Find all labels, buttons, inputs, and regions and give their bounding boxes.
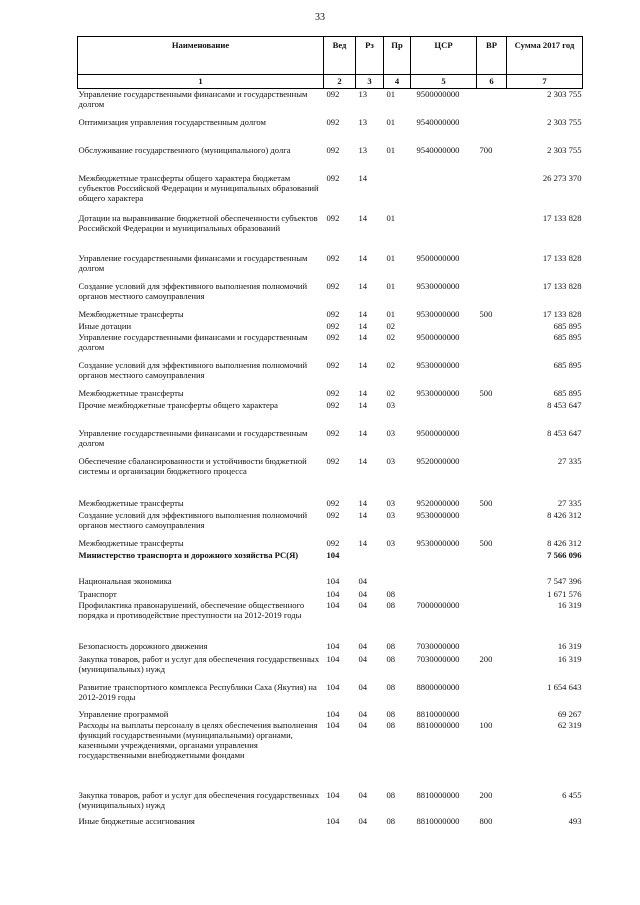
table-row xyxy=(78,388,583,400)
row-csr xyxy=(411,589,477,600)
row-sum: 8 453 647 xyxy=(547,428,582,438)
row-pr: 03 xyxy=(386,498,396,508)
row-rz: 04 xyxy=(358,654,368,664)
row-rz: 14 xyxy=(358,309,368,319)
row-pr: 03 xyxy=(386,428,396,438)
row-name: Профилактика правонарушений, обеспечение общественного порядка и противодействие преступности на 2012-2019 годы xyxy=(78,600,305,620)
row-csr: 9520000000 xyxy=(416,456,460,466)
row-name: Межбюджетные трансферты общего характера бюджетам субъектов Российской Федерации и муниципальных образований общего характера xyxy=(78,173,319,203)
row-name: Национальная экономика xyxy=(78,576,172,586)
row-csr: 7030000000 xyxy=(416,641,460,651)
row-pr: 01 xyxy=(386,213,396,223)
row-sum: 685 895 xyxy=(553,332,582,342)
header-name: Наименование xyxy=(78,37,324,75)
row-rz: 14 xyxy=(358,213,368,223)
row-sum: 7 547 396 xyxy=(547,576,582,586)
row-sum: 685 895 xyxy=(553,388,582,398)
row-pr: 01 xyxy=(386,117,396,127)
row-csr: 9500000000 xyxy=(416,89,460,99)
row-ved: 092 xyxy=(326,498,340,508)
table-row xyxy=(78,321,583,332)
row-ved: 092 xyxy=(326,510,340,520)
table-row xyxy=(78,89,583,118)
table-row xyxy=(78,816,583,828)
row-sum: 62 319 xyxy=(557,720,582,730)
row-pr: 02 xyxy=(386,388,396,398)
row-vr: 700 xyxy=(479,145,493,155)
row-sum: 8 453 647 xyxy=(547,400,582,410)
row-csr: 9540000000 xyxy=(416,145,460,155)
row-name: Создание условий для эффективного выполнения полномочий органов местного самоуправления xyxy=(78,510,308,530)
table-row xyxy=(78,600,583,641)
row-sum: 16 319 xyxy=(557,600,582,610)
row-rz: 04 xyxy=(358,589,368,599)
table-row xyxy=(78,456,583,498)
column-number: 6 xyxy=(477,75,507,89)
row-csr: 9530000000 xyxy=(416,360,460,370)
table-row xyxy=(78,145,583,173)
row-vr xyxy=(477,117,507,145)
row-rz: 04 xyxy=(358,682,368,692)
row-ved: 104 xyxy=(326,682,340,692)
row-rz: 14 xyxy=(358,173,368,183)
row-rz: 04 xyxy=(358,816,368,826)
row-ved: 104 xyxy=(326,576,340,586)
row-vr: 100 xyxy=(479,720,493,730)
table-row xyxy=(78,682,583,709)
row-sum: 16 319 xyxy=(557,641,582,651)
row-ved: 104 xyxy=(326,600,340,610)
row-ved: 092 xyxy=(326,321,340,331)
row-csr: 9500000000 xyxy=(416,428,460,438)
row-vr: 500 xyxy=(479,309,493,319)
row-ved: 092 xyxy=(326,173,340,183)
row-csr xyxy=(411,576,477,589)
row-sum: 27 335 xyxy=(557,456,582,466)
row-csr xyxy=(411,213,477,253)
row-vr xyxy=(477,589,507,600)
row-name: Иные бюджетные ассигнования xyxy=(78,816,195,826)
row-pr: 08 xyxy=(386,709,396,719)
row-ved: 092 xyxy=(326,253,340,263)
column-number: 5 xyxy=(411,75,477,89)
row-csr xyxy=(411,173,477,213)
row-pr: 01 xyxy=(386,253,396,263)
table-row xyxy=(78,400,583,428)
row-pr: 01 xyxy=(386,309,396,319)
header-ved: Вед xyxy=(324,37,356,75)
row-rz: 14 xyxy=(358,456,368,466)
row-pr: 08 xyxy=(386,790,396,800)
row-ved: 092 xyxy=(326,213,340,223)
row-csr: 9530000000 xyxy=(416,309,460,319)
row-name: Прочие межбюджетные трансферты общего характера xyxy=(78,400,278,410)
row-vr: 800 xyxy=(479,816,493,826)
row-rz: 14 xyxy=(358,400,368,410)
row-ved: 092 xyxy=(326,89,340,99)
row-rz: 14 xyxy=(358,360,368,370)
table-body xyxy=(78,89,583,829)
row-csr xyxy=(411,321,477,332)
row-sum: 26 273 370 xyxy=(542,173,582,183)
row-name: Обеспечение сбалансированности и устойчивости бюджетной системы и организации бюджетного процесса xyxy=(78,456,307,476)
row-vr xyxy=(477,576,507,589)
table-header-row xyxy=(78,37,583,75)
column-number: 4 xyxy=(384,75,411,89)
row-sum: 16 319 xyxy=(557,654,582,664)
row-rz: 14 xyxy=(358,253,368,263)
row-rz: 14 xyxy=(358,388,368,398)
row-ved: 092 xyxy=(326,388,340,398)
row-name: Безопасность дорожного движения xyxy=(78,641,208,651)
row-rz: 14 xyxy=(358,428,368,438)
row-vr xyxy=(477,89,507,118)
row-vr xyxy=(477,456,507,498)
row-name: Дотации на выравнивание бюджетной обеспеченности субъектов Российской Федерации и муниципальных образований xyxy=(78,213,318,233)
table-row xyxy=(78,360,583,388)
row-vr: 500 xyxy=(479,388,493,398)
row-sum: 7 566 096 xyxy=(547,550,582,560)
table-row xyxy=(78,173,583,213)
row-pr: 01 xyxy=(386,89,396,99)
row-vr: 500 xyxy=(479,538,493,548)
row-sum: 1 671 576 xyxy=(547,589,582,599)
row-ved: 104 xyxy=(326,790,340,800)
row-csr xyxy=(411,400,477,428)
row-name: Межбюджетные трансферты xyxy=(78,388,184,398)
table-row xyxy=(78,550,583,576)
row-vr xyxy=(477,428,507,456)
row-rz: 14 xyxy=(358,510,368,520)
row-name: Обслуживание государственного (муниципального) долга xyxy=(78,145,291,155)
row-sum: 6 455 xyxy=(562,790,582,800)
table-row xyxy=(78,576,583,589)
table-row xyxy=(78,332,583,360)
row-csr: 7030000000 xyxy=(416,654,460,664)
row-csr: 8810000000 xyxy=(416,709,460,719)
row-csr: 7000000000 xyxy=(416,600,460,610)
header-pr: Пр xyxy=(384,37,411,75)
row-pr: 08 xyxy=(386,720,396,730)
row-sum: 2 303 755 xyxy=(547,117,582,127)
row-name: Управление программой xyxy=(78,709,169,719)
row-name: Межбюджетные трансферты xyxy=(78,309,184,319)
row-pr: 02 xyxy=(386,321,396,331)
table-row xyxy=(78,510,583,538)
column-number: 3 xyxy=(356,75,384,89)
row-sum: 685 895 xyxy=(553,360,582,370)
row-csr: 9530000000 xyxy=(416,388,460,398)
row-pr: 08 xyxy=(386,600,396,610)
row-vr xyxy=(477,682,507,709)
row-rz: 13 xyxy=(358,117,368,127)
table-row xyxy=(78,117,583,145)
table-row xyxy=(78,654,583,682)
table-row xyxy=(78,641,583,654)
row-rz: 14 xyxy=(358,538,368,548)
page-number: 33 xyxy=(315,12,325,23)
row-name: Управление государственными финансами и государственным долгом xyxy=(78,428,308,448)
row-csr: 9530000000 xyxy=(416,538,460,548)
row-rz: 04 xyxy=(358,720,368,730)
row-pr: 02 xyxy=(386,360,396,370)
row-csr: 9500000000 xyxy=(416,332,460,342)
column-number: 2 xyxy=(324,75,356,89)
row-ved: 104 xyxy=(326,641,340,651)
row-pr: 03 xyxy=(386,510,396,520)
row-ved: 104 xyxy=(326,709,340,719)
row-pr: 08 xyxy=(386,641,396,651)
row-ved: 092 xyxy=(326,456,340,466)
table-row xyxy=(78,213,583,253)
row-rz: 14 xyxy=(358,498,368,508)
row-csr xyxy=(411,550,477,576)
row-rz: 13 xyxy=(358,89,368,99)
row-vr xyxy=(477,600,507,641)
row-pr: 08 xyxy=(386,682,396,692)
row-vr: 500 xyxy=(479,498,493,508)
row-vr xyxy=(477,510,507,538)
row-ved: 092 xyxy=(326,332,340,342)
row-ved: 104 xyxy=(326,654,340,664)
row-name: Министерство транспорта и дорожного хозяйства РС(Я) xyxy=(78,550,299,560)
row-vr xyxy=(477,332,507,360)
row-ved: 092 xyxy=(326,428,340,438)
row-csr: 8810000000 xyxy=(416,816,460,826)
row-rz: 13 xyxy=(358,145,368,155)
row-csr: 9520000000 xyxy=(416,498,460,508)
row-sum: 17 133 828 xyxy=(542,309,582,319)
row-name: Закупка товаров, работ и услуг для обеспечения государственных (муниципальных) нужд xyxy=(78,654,320,674)
row-rz: 04 xyxy=(358,790,368,800)
header-csr: ЦСР xyxy=(411,37,477,75)
header-sum: Сумма 2017 год xyxy=(507,37,583,75)
table-row xyxy=(78,428,583,456)
row-rz: 04 xyxy=(358,709,368,719)
row-vr xyxy=(477,709,507,720)
row-sum: 493 xyxy=(568,816,582,826)
column-number-row xyxy=(78,75,583,89)
row-csr: 8810000000 xyxy=(416,720,460,730)
row-vr: 200 xyxy=(479,790,493,800)
row-pr: 03 xyxy=(386,400,396,410)
row-ved: 104 xyxy=(326,589,340,599)
row-vr xyxy=(477,213,507,253)
table-row xyxy=(78,790,583,816)
row-name: Транспорт xyxy=(78,589,117,599)
row-sum: 685 895 xyxy=(553,321,582,331)
row-ved: 092 xyxy=(326,281,340,291)
row-csr: 9530000000 xyxy=(416,281,460,291)
row-rz: 14 xyxy=(358,321,368,331)
row-csr: 8810000000 xyxy=(416,790,460,800)
row-name: Расходы на выплаты персоналу в целях обеспечения выполнения функций государственными (муниципальными) органами, казенными учреждениями, органами управления государственными внебюджетными фондами xyxy=(78,720,318,760)
row-csr: 9530000000 xyxy=(416,510,460,520)
row-name: Закупка товаров, работ и услуг для обеспечения государственных (муниципальных) нужд xyxy=(78,790,320,810)
table-row xyxy=(78,589,583,600)
row-sum: 27 335 xyxy=(557,498,582,508)
table-row xyxy=(78,309,583,321)
row-vr xyxy=(477,253,507,281)
row-name: Создание условий для эффективного выполнения полномочий органов местного самоуправления xyxy=(78,360,308,380)
row-pr: 03 xyxy=(386,456,396,466)
row-vr: 200 xyxy=(479,654,493,664)
column-number: 1 xyxy=(78,75,324,89)
header-vr: ВР xyxy=(477,37,507,75)
row-csr: 9540000000 xyxy=(416,117,460,127)
table-row xyxy=(78,253,583,281)
table-row xyxy=(78,538,583,550)
row-pr xyxy=(384,173,411,213)
row-vr xyxy=(477,321,507,332)
row-vr xyxy=(477,173,507,213)
row-name: Создание условий для эффективного выполнения полномочий органов местного самоуправления xyxy=(78,281,308,301)
row-ved: 092 xyxy=(326,309,340,319)
row-csr: 8800000000 xyxy=(416,682,460,692)
row-ved: 092 xyxy=(326,145,340,155)
row-ved: 104 xyxy=(326,550,340,560)
row-ved: 092 xyxy=(326,360,340,370)
row-rz: 04 xyxy=(358,600,368,610)
row-ved: 092 xyxy=(326,400,340,410)
row-name: Иные дотации xyxy=(78,321,132,331)
table-row xyxy=(78,720,583,790)
row-sum: 1 654 643 xyxy=(547,682,582,692)
row-name: Управление государственными финансами и государственным долгом xyxy=(78,89,308,109)
row-ved: 092 xyxy=(326,117,340,127)
row-name: Межбюджетные трансферты xyxy=(78,538,184,548)
row-pr: 01 xyxy=(386,145,396,155)
row-rz: 14 xyxy=(358,332,368,342)
table-row xyxy=(78,281,583,309)
row-sum: 8 426 312 xyxy=(547,510,582,520)
row-sum: 2 303 755 xyxy=(547,89,582,99)
row-rz: 14 xyxy=(358,281,368,291)
row-ved: 104 xyxy=(326,816,340,826)
row-sum: 2 303 755 xyxy=(547,145,582,155)
column-number: 7 xyxy=(507,75,583,89)
row-name: Межбюджетные трансферты xyxy=(78,498,184,508)
row-sum: 17 133 828 xyxy=(542,213,582,223)
row-rz: 04 xyxy=(358,576,368,586)
header-rz: Рз xyxy=(356,37,384,75)
row-vr xyxy=(477,281,507,309)
row-sum: 8 426 312 xyxy=(547,538,582,548)
row-vr xyxy=(477,400,507,428)
row-sum: 17 133 828 xyxy=(542,253,582,263)
row-sum: 69 267 xyxy=(557,709,582,719)
row-pr: 01 xyxy=(386,281,396,291)
row-sum: 17 133 828 xyxy=(542,281,582,291)
row-vr xyxy=(477,550,507,576)
row-ved: 092 xyxy=(326,538,340,548)
row-name: Оптимизация управления государственным долгом xyxy=(78,117,266,127)
row-rz: 04 xyxy=(358,641,368,651)
row-name: Управление государственными финансами и государственным долгом xyxy=(78,253,308,273)
row-ved: 104 xyxy=(326,720,340,730)
table-row xyxy=(78,709,583,720)
row-name: Развитие транспортного комплекса Республики Саха (Якутия) на 2012-2019 годы xyxy=(78,682,317,702)
row-pr: 08 xyxy=(386,589,396,599)
row-rz xyxy=(356,550,384,576)
row-pr: 03 xyxy=(386,538,396,548)
row-vr xyxy=(477,360,507,388)
row-vr xyxy=(477,641,507,654)
budget-table xyxy=(77,36,583,828)
row-pr: 02 xyxy=(386,332,396,342)
row-csr: 9500000000 xyxy=(416,253,460,263)
row-pr: 08 xyxy=(386,816,396,826)
row-name: Управление государственными финансами и государственным долгом xyxy=(78,332,308,352)
row-pr xyxy=(384,576,411,589)
table-row xyxy=(78,498,583,510)
row-pr xyxy=(384,550,411,576)
row-pr: 08 xyxy=(386,654,396,664)
